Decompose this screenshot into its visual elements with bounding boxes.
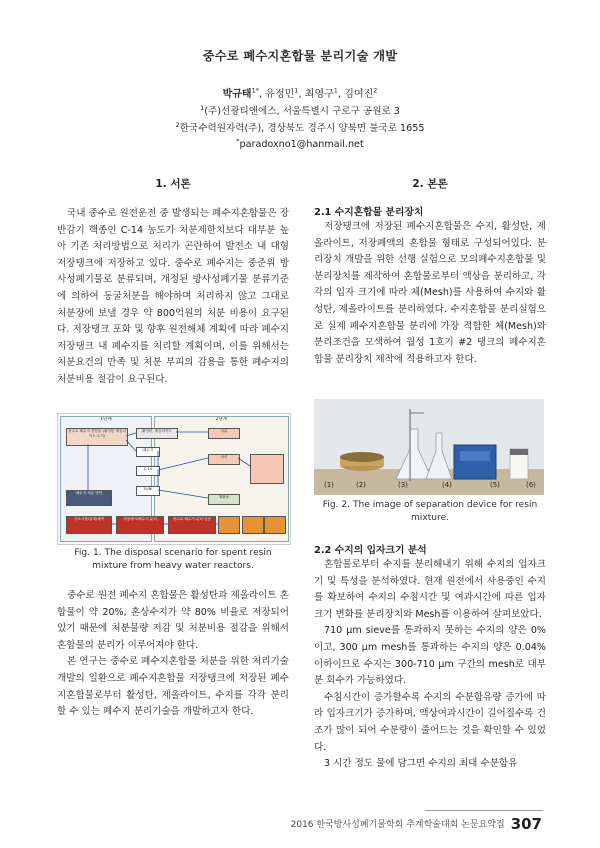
flow-box-design: 기초시험/설계/제작: [66, 516, 112, 534]
figure-1-caption: Fig. 1. The disposal scenario for spent resin mixture from heavy water reactors.: [74, 548, 272, 571]
stage-1-panel: 1단계: [60, 416, 152, 542]
separation-device-illustration: [314, 399, 544, 495]
affiliation-2: $^2$한국수력원자력(주), 경상북도 경주시 양북면 불국로 1655: [175, 120, 425, 134]
flow-box-disposal: 처분: [208, 428, 240, 439]
page-number: 307: [510, 815, 542, 833]
flow-box-treatment: 처리: [208, 454, 240, 465]
flow-box-carbon: 활성탄, 제올라이트: [136, 428, 178, 439]
flow-box-tank-separation: 저장탱크/폐수지 분리: [116, 516, 164, 534]
section-2-1-heading: 2.1 수지혼합물 분리장치: [314, 207, 424, 218]
author-3: , 최영구: [298, 89, 334, 100]
footer-rule: [425, 810, 543, 811]
device-label-6: (6): [526, 481, 536, 489]
flow-box-disposal-plan: 폐수지 처분 방안: [66, 490, 112, 506]
device-label-5: (5): [490, 481, 500, 489]
device-label-3: (3): [398, 481, 408, 489]
flow-box-srni: Sr/Ni: [136, 486, 160, 496]
author-4: , 김여진: [337, 89, 374, 100]
body-heading: 2. 본론: [412, 178, 448, 190]
footer-proceedings: 2016 한국방사성폐기물학회 추계학술대회 논문요약집: [290, 820, 505, 830]
flow-box-resin: 폐수지: [136, 447, 160, 457]
intro-paragraphs-2-3: 중수로 원전 폐수지 혼합물은 활성탄과 제올라이트 혼합물이 약 20%, 혼상수지가 약 80% 비율로 저장되어 있기 때문에 처분물량 저감 및 처분비용 절감을 위해서 혼합물의 분리가 이루어져야 한다. 본 연구는 중수로 폐수지혼합물 처분을 위한 처리기술 개발의 일환으로 폐수지혼합물 저장탱크에 저장된 폐수지혼합물로부터 활성탄, 제올라이트, 수지를 각각 분리 할 수 있는 폐수지 분리기술을 개발하고자 한다.: [57, 590, 289, 718]
intro-heading: 1. 서론: [155, 178, 191, 190]
author-4-sup: 2: [373, 86, 378, 95]
author-line: [0, 85, 600, 100]
flow-box-verification: 중수로 폐수지 분리 검증: [168, 516, 216, 534]
author-2: , 유정민: [258, 89, 295, 100]
author-3-sup: 1: [333, 86, 338, 95]
author-1-sup: 1*: [251, 86, 259, 95]
flow-box-mixture: 중수로 폐수지 혼합물 (활성탄·제올라이트·수지): [66, 428, 128, 446]
figure-2-caption: Fig. 2. The image of separation device for resin mixture.: [322, 500, 538, 523]
section-2-2-paragraphs: 혼합물로부터 수지를 분리해내기 위해 수지의 입자크기 및 특성을 분석하였다. 현재 원전에서 사용중인 수지를 확보하여 수지의 수침시간 및 여과시간에 따른 입자크기 변화를 분리장치와 Mesh를 이용하여 살펴보았다. 710 μm sieve를 통과하지 못하는 수지의 양은 0%이고, 300 μm mesh를 통과하는 수지의 양은 0.04% 이하이므로 수지는 300-710 μm 구간의 mesh로 대부분 회수가 가능하였다. 수침시간이 증가할수록 수지의 수분함유량 증가에 따라 입자크기가 증가하며, 액상여과시간이 길어질수록 건조가 많이 되어 수분량이 줄어드는 것을 확인할 수 있었다. 3 시간 정도 물에 담그면 수지의 최대 수분함유: [314, 559, 546, 770]
device-label-1: (1): [324, 481, 334, 489]
page-footer: [291, 815, 542, 833]
section-2-1-paragraph: 저장탱크에 저장된 폐수지혼합물은 수지, 활성탄, 제올라이트, 저장폐액의 혼합물 형태로 구성되어있다. 분리장치 개발을 위한 선행 실험으로 모의폐수지혼합물 및 분리장치를 제작하여 혼합물로부터 액상을 분리하고, 각각의 입자 크기에 따라 체(Mesh)를 사용하여 수지와 활성탄, 제올라이트를 분리하였다. 수지혼합물 분리실험으로 실제 폐수지혼합물 분리에 가장 적합한 체(Mesh)와 분리조건을 모색하여 월성 1호기 #2 탱크의 폐수지혼합물 분리장치 제작에 적용하고자 한다.: [314, 221, 546, 365]
stage-2-panel: 2단계: [154, 416, 289, 542]
device-label-2: (2): [356, 481, 366, 489]
flow-arrows: [58, 414, 290, 544]
author-email: *paradoxno1@hanmail.net: [236, 137, 364, 151]
figure-2-photo: [314, 399, 544, 495]
section-2-2-heading: 2.2 수지의 입자크기 분석: [314, 545, 427, 556]
figure-1-flowchart: [57, 413, 291, 545]
flow-box-c14: C-14: [136, 466, 160, 476]
paper-title: 중수로 폐수지혼합물 분리기술 개발: [202, 49, 398, 63]
device-label-4: (4): [442, 481, 452, 489]
author-1: 박규태: [222, 89, 252, 100]
affiliation-1: $^1$(주)선광티앤에스, 서울특별시 구로구 공원로 3: [200, 103, 400, 117]
intro-paragraph-1: 국내 중수로 원전운전 중 발생되는 폐수지혼합물은 장반감기 핵종인 C-14 농도가 처분제한치보다 대부분 높아 기존 처리방법으로 처리가 곤란하여 발전소 내 대형 저장탱크에 저장하고 있다. 중수로 폐수지는 중준위 방사성폐기물로 분류되며, 개정된 방사성폐기물 분류기준에 의하여 동굴처분을 해야하며 처리하지 않고 그대로 처분장에 보낼 경우 약 800억원의 처분 비용이 요구된다. 저장탱크 포화 및 향후 원전해체 계획에 따라 폐수지저장탱크 내 폐수지를 처리할 계획이며, 이를 위해서는 처분요건의 만족 및 처분 부피의 감용을 통한 폐수지의 처분비용 절감이 요구된다.: [57, 208, 289, 385]
author-2-sup: 1: [294, 86, 299, 95]
flow-box-recycle: 재활용: [208, 494, 240, 505]
